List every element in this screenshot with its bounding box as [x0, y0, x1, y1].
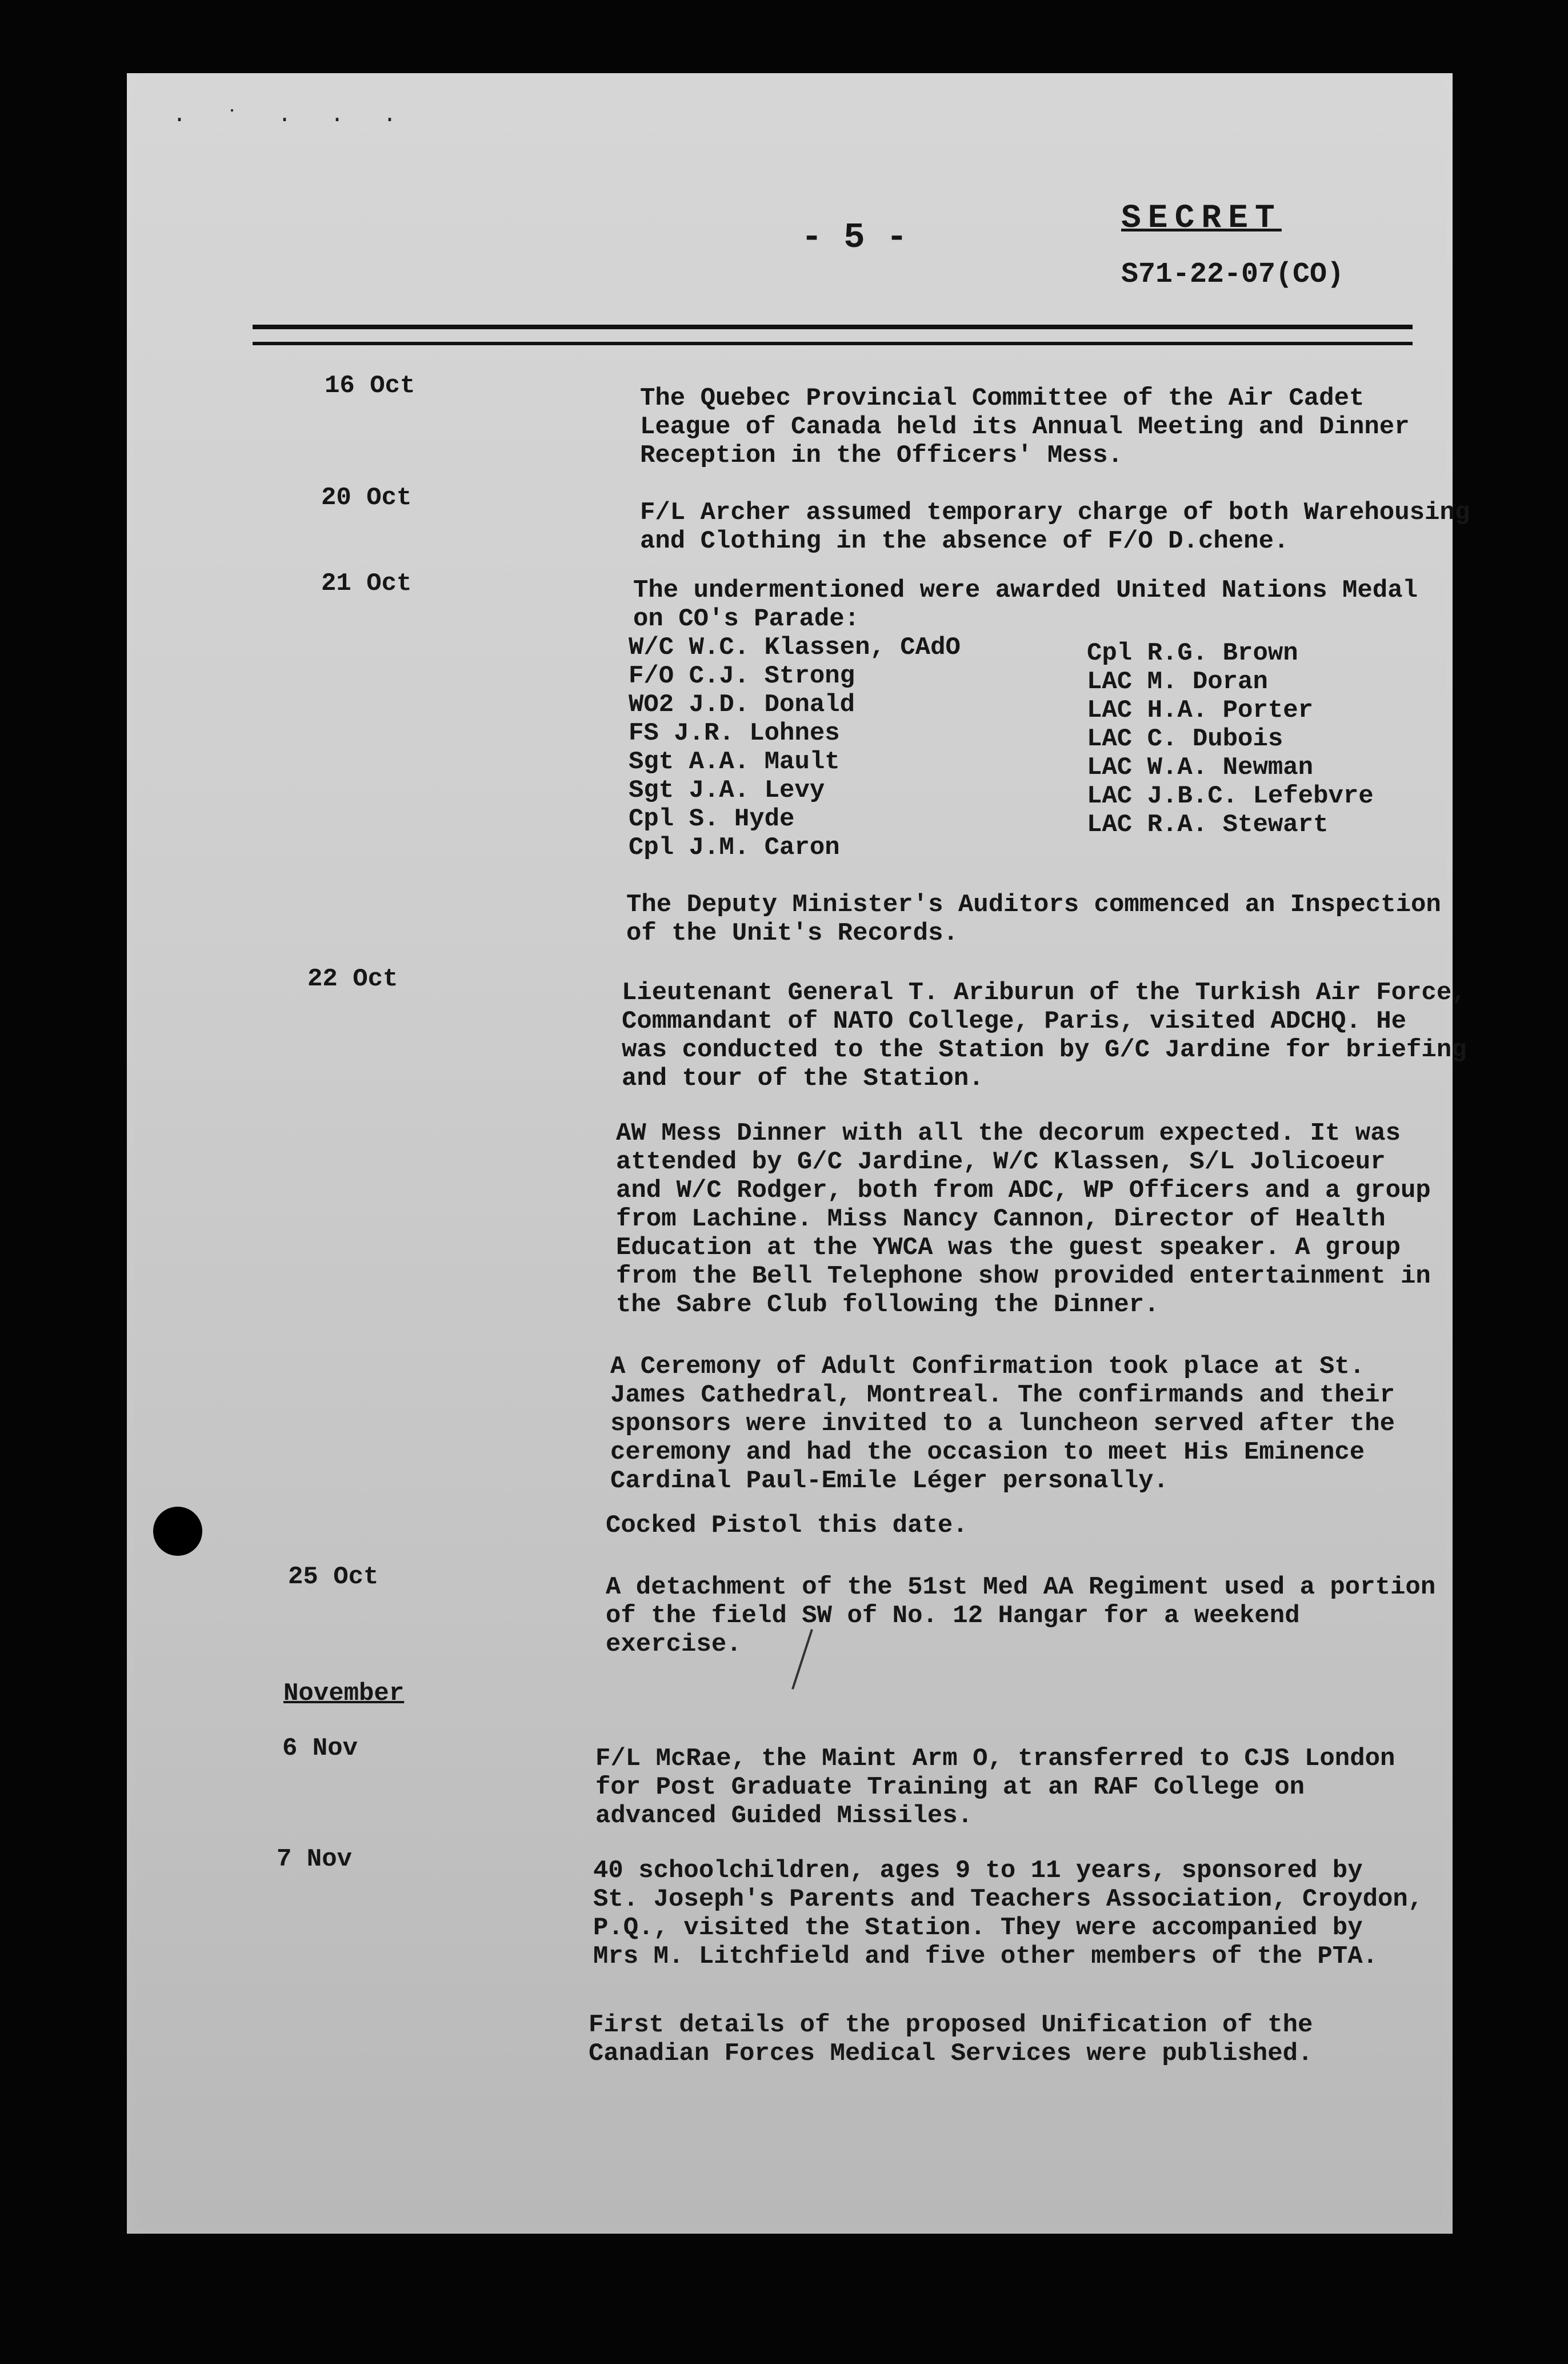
entry-date: 16 Oct — [325, 372, 415, 400]
entry-text: Cocked Pistol this date. — [606, 1511, 968, 1540]
entry-date: 21 Oct — [321, 569, 412, 598]
awardee: Sgt A.A. Mault — [629, 748, 840, 776]
entry-text: A Ceremony of Adult Confirmation took place at St. James Cathedral, Montreal. The confirmands and their sponsors were invited to a luncheon served after the ceremony and had the occasion to meet His Eminence Cardinal Paul-Emile Léger personally. — [610, 1352, 1395, 1495]
entry-text: A detachment of the 51st Med AA Regiment used a portion of the field SW of No. 12 Hangar for a weekend exercise. — [606, 1573, 1436, 1659]
entry-text: Lieutenant General T. Ariburun of the Turkish Air Force, Commandant of NATO College, Paris, visited ADCHQ. He was conducted to the Station by G/C Jardine for briefing and tour of the Station. — [622, 979, 1467, 1093]
entry-date: 20 Oct — [321, 484, 412, 512]
classification-marking: SECRET — [1121, 200, 1282, 237]
entry-date: 6 Nov — [282, 1734, 358, 1763]
awardee: LAC M. Doran — [1087, 668, 1268, 696]
entry-date: 7 Nov — [277, 1845, 353, 1874]
awardees-right-column — [1087, 639, 1374, 839]
awardee: F/O C.J. Strong — [629, 662, 855, 690]
page-number: - 5 - — [801, 217, 908, 258]
header-rule-1 — [253, 325, 1413, 329]
awardee: LAC H.A. Porter — [1087, 696, 1314, 725]
entry-date: 22 Oct — [307, 965, 398, 993]
awardee: WO2 J.D. Donald — [629, 690, 855, 719]
file-reference: S71-22-07(CO) — [1121, 258, 1345, 291]
entry-text: The undermentioned were awarded United Nations Medal on CO's Parade: — [633, 576, 1418, 633]
awardee: Cpl R.G. Brown — [1087, 639, 1298, 668]
entry-text: First details of the proposed Unification of the Canadian Forces Medical Services were published. — [589, 2011, 1313, 2068]
awardee: LAC W.A. Newman — [1087, 753, 1314, 782]
awardee: LAC R.A. Stewart — [1087, 810, 1329, 839]
header-rule-2 — [253, 342, 1413, 345]
awardee: Cpl J.M. Caron — [629, 833, 840, 862]
awardee: Cpl S. Hyde — [629, 805, 795, 833]
awardee: LAC C. Dubois — [1087, 725, 1283, 753]
punch-hole-bottom — [153, 1507, 202, 1556]
entry-date: 25 Oct — [288, 1563, 379, 1591]
entry-text: The Quebec Provincial Committee of the Air Cadet League of Canada held its Annual Meeting and Dinner Reception in the Officers' Mess. — [640, 384, 1410, 470]
entry-text: 40 schoolchildren, ages 9 to 11 years, sponsored by St. Joseph's Parents and Teachers Association, Croydon, P.Q., visited the Station. They were accompanied by Mrs M. Litchfield and five other members of the PTA. — [593, 1856, 1423, 1971]
entry-text: AW Mess Dinner with all the decorum expected. It was attended by G/C Jardine, W/C Klassen, S/L Jolicoeur and W/C Rodger, both from ADC, WP Officers and a group from Lachine. Miss Nancy Cannon, Director of Health Education at the YWCA was the guest speaker. A group from the Bell Telephone show provided entertainment in the Sabre Club following the Dinner. — [616, 1119, 1431, 1319]
specks: · ˙ · · · — [173, 107, 410, 133]
entry-text: The Deputy Minister's Auditors commenced an Inspection of the Unit's Records. — [626, 891, 1441, 948]
document-page — [127, 73, 1470, 2234]
month-heading: November — [283, 1679, 405, 1708]
awardee: W/C W.C. Klassen, CAdO — [629, 633, 961, 662]
entry-text: F/L Archer assumed temporary charge of both Warehousing and Clothing in the absence of F/O D.chene. — [640, 498, 1470, 556]
awardee: LAC J.B.C. Lefebvre — [1087, 782, 1374, 810]
awardee: Sgt J.A. Levy — [629, 776, 825, 805]
entry-text: F/L McRae, the Maint Arm O, transferred to CJS London for Post Graduate Training at an RAF College on advanced Guided Missiles. — [595, 1744, 1395, 1830]
awardees-left-column — [629, 633, 961, 862]
awardee: FS J.R. Lohnes — [629, 719, 840, 748]
